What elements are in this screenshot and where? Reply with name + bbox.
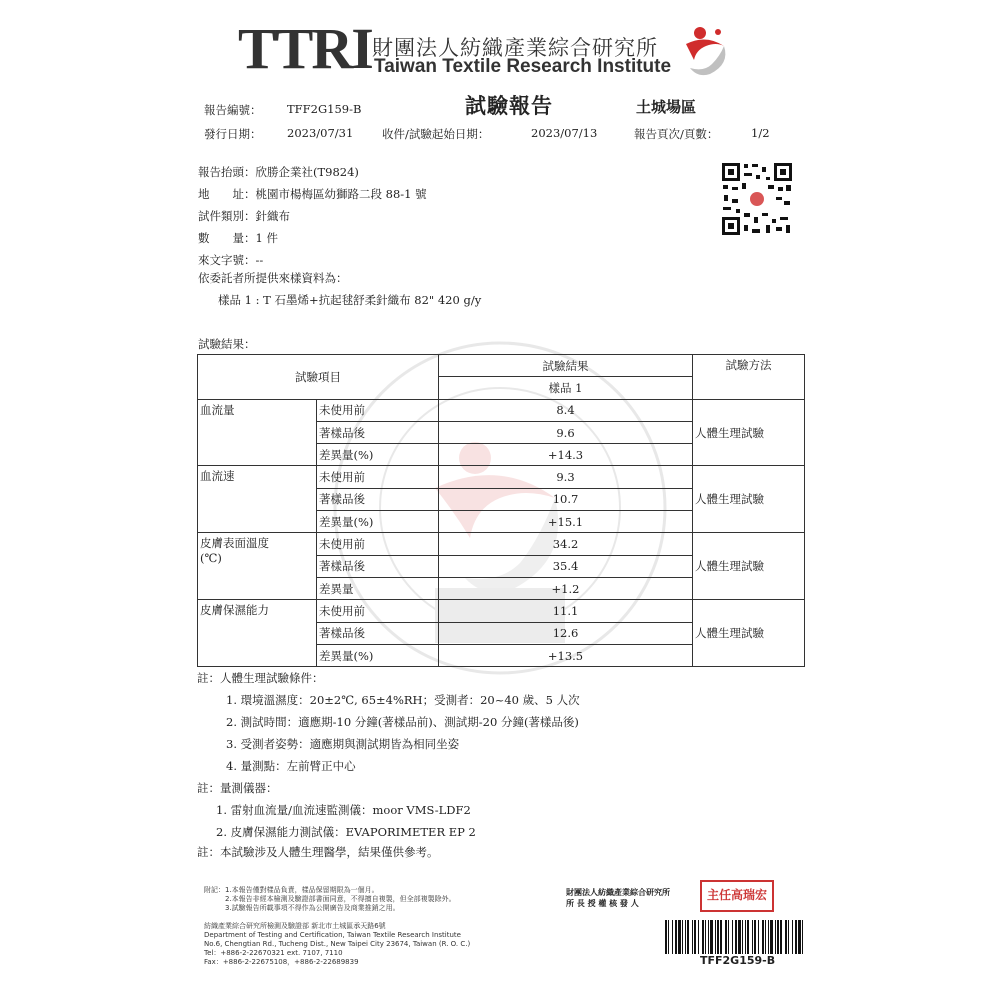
instrument-item: 2. 皮膚保濕能力測試儀：EVAPORIMETER EP 2	[216, 825, 476, 839]
results-label: 試驗結果：	[198, 337, 256, 351]
signature-stamp: 主任高瑞宏	[700, 880, 774, 912]
qr-code-icon	[720, 161, 794, 237]
row-value: 8.4	[439, 399, 693, 421]
barcode-bar	[752, 920, 753, 954]
barcode-bar	[725, 920, 727, 954]
barcode-bar	[692, 920, 693, 954]
row-label: 未使用前	[317, 533, 439, 555]
signer-role: 所 長 授 權 核 發 人	[566, 899, 639, 908]
barcode-bar	[732, 920, 733, 954]
received-date-label: 收件/試驗起始日期：	[382, 127, 490, 141]
sample-line: 樣品 1 : T 石墨烯+抗起毬舒柔針織布 82" 420 g/y	[218, 293, 482, 307]
group-name-unit: (℃)	[200, 551, 222, 566]
row-value: 34.2	[439, 533, 693, 555]
row-value: 10.7	[439, 488, 693, 510]
barcode-bar	[702, 920, 704, 954]
page-number: 1/2	[751, 126, 770, 140]
signer-org: 財團法人紡織產業綜合研究所	[566, 888, 670, 897]
header-test-item: 試驗項目	[198, 355, 439, 400]
barcode-bar	[728, 920, 729, 954]
barcode-bar	[762, 920, 764, 954]
instruments-title: 註：量測儀器：	[197, 781, 278, 795]
barcode-text: TFF2G159-B	[700, 954, 776, 967]
address-line: 地 址：桃園市楊梅區幼獅路二段 88-1 號	[198, 187, 427, 201]
footer-dept-zh: 紡織產業綜合研究所檢測及驗證部 新北市土城區承天路6號	[204, 922, 386, 930]
row-value: 11.1	[439, 600, 693, 622]
barcode-bar	[742, 920, 743, 954]
table-row	[198, 533, 805, 555]
barcode-bar	[785, 920, 787, 954]
final-note: 註：本試驗涉及人體生理醫學，結果僅供參考。	[197, 845, 439, 859]
barcode-bar	[747, 920, 749, 954]
barcode-bar	[668, 920, 669, 954]
ttri-logo-text: TTRI	[238, 16, 372, 81]
row-label: 未使用前	[317, 600, 439, 622]
barcode-icon	[665, 920, 805, 954]
barcode-bar	[672, 920, 673, 954]
group-method: 人體生理試驗	[693, 399, 805, 466]
group-method: 人體生理試驗	[693, 533, 805, 600]
barcode-bar	[708, 920, 709, 954]
barcode-bar	[788, 920, 789, 954]
barcode-bar	[775, 920, 776, 954]
footer-address-en: No.6, Chengtian Rd., Tucheng Dist., New Taipei City 23674, Taiwan (R. O. C.)	[204, 940, 471, 948]
footer-remark: 2.本報告非經本檢測及驗證部書面同意，不得擅自複製，但全部複製除外。	[204, 895, 456, 903]
barcode-bar	[792, 920, 793, 954]
row-value: +14.3	[439, 444, 693, 466]
report-number: TFF2G159-B	[287, 102, 362, 116]
row-value: +1.2	[439, 577, 693, 599]
received-date: 2023/07/13	[531, 126, 598, 140]
issue-date: 2023/07/31	[287, 126, 354, 140]
header-test-result: 試驗結果	[439, 355, 693, 377]
group-name	[198, 533, 317, 600]
client-line: 報告抬頭：欣勝企業社(T9824)	[198, 165, 359, 179]
barcode-bar	[758, 920, 759, 954]
barcode-bar	[735, 920, 737, 954]
barcode-bar	[675, 920, 677, 954]
barcode-bar	[780, 920, 782, 954]
category-line: 試件類別：針織布	[198, 209, 290, 223]
barcode-bar	[720, 920, 722, 954]
barcode-bar	[698, 920, 699, 954]
barcode-bar	[777, 920, 779, 954]
row-value: 9.3	[439, 466, 693, 488]
row-value: 35.4	[439, 555, 693, 577]
row-label: 差異量(%)	[317, 444, 439, 466]
report-number-label: 報告編號：	[204, 103, 262, 117]
footer-tel: Tel：+886-2-22670321 ext. 7107, 7110	[204, 949, 343, 957]
barcode-bar	[770, 920, 773, 954]
issue-date-label: 發行日期：	[204, 127, 262, 141]
group-method: 人體生理試驗	[693, 600, 805, 667]
org-name-zh: 財團法人紡織產業綜合研究所	[372, 36, 658, 60]
group-name: 血流速	[198, 466, 317, 533]
conditions-title: 註：人體生理試驗條件：	[197, 671, 324, 685]
barcode-bar	[765, 920, 766, 954]
row-value: +13.5	[439, 644, 693, 666]
quantity-line: 數 量：1 件	[198, 231, 278, 245]
table-row	[198, 399, 805, 421]
condition-item: 2. 測試時間：適應期-10 分鐘(著樣品前)、測試期-20 分鐘(著樣品後)	[226, 715, 579, 729]
basis-line: 依委託者所提供來樣資料為：	[198, 271, 348, 285]
condition-item: 1. 環境溫濕度：20±2℃, 65±4%RH；受測者：20~40 歲、5 人次	[226, 693, 580, 707]
row-label: 未使用前	[317, 466, 439, 488]
barcode-bar	[717, 920, 719, 954]
barcode-bar	[802, 920, 803, 954]
barcode-bar	[682, 920, 683, 954]
group-name: 血流量	[198, 399, 317, 466]
barcode-bar	[715, 920, 716, 954]
barcode-bar	[665, 920, 667, 954]
row-value: +15.1	[439, 511, 693, 533]
row-value: 9.6	[439, 421, 693, 443]
row-label: 差異量(%)	[317, 511, 439, 533]
barcode-bar	[768, 920, 769, 954]
table-row	[198, 466, 805, 488]
footer-remark: 附記：1.本報告僅對樣品負責，樣品保留期限為一個月。	[204, 886, 379, 894]
results-table	[197, 354, 805, 667]
condition-item: 4. 量測點：左前臂正中心	[226, 759, 356, 773]
row-label: 著樣品後	[317, 488, 439, 510]
row-label: 著樣品後	[317, 622, 439, 644]
row-label: 著樣品後	[317, 555, 439, 577]
barcode-bar	[687, 920, 689, 954]
condition-item: 3. 受測者姿勢：適應期與測試期皆為相同坐姿	[226, 737, 460, 751]
report-title: 試驗報告	[465, 94, 553, 118]
footer-dept-en: Department of Testing and Certification, Taiwan Textile Research Institute	[204, 931, 461, 939]
row-label: 著樣品後	[317, 421, 439, 443]
row-label: 差異量(%)	[317, 644, 439, 666]
org-name-en: Taiwan Textile Research Institute	[374, 56, 672, 77]
row-value: 12.6	[439, 622, 693, 644]
row-label: 差異量	[317, 577, 439, 599]
ttri-emblem-icon	[680, 24, 732, 78]
group-name: 皮膚保濕能力	[198, 600, 317, 667]
barcode-bar	[745, 920, 746, 954]
ref-line: 來文字號：--	[198, 253, 264, 267]
header-sample: 樣品 1	[439, 377, 693, 399]
group-name-text: 皮膚表面溫度	[200, 536, 269, 551]
row-label: 未使用前	[317, 399, 439, 421]
barcode-bar	[678, 920, 681, 954]
footer-remark: 3.試驗報告所載事項不得作為公開廣告及商業推銷之用。	[204, 904, 400, 912]
barcode-bar	[798, 920, 801, 954]
barcode-bar	[705, 920, 706, 954]
instrument-item: 1. 雷射血流量/血流速監測儀：moor VMS-LDF2	[216, 803, 471, 817]
group-method: 人體生理試驗	[693, 466, 805, 533]
barcode-bar	[710, 920, 713, 954]
table-row	[198, 600, 805, 622]
page-label: 報告頁次/頁數：	[634, 127, 719, 141]
footer-fax: Fax：+886-2-22675108，+886-2-22689839	[204, 958, 359, 966]
barcode-bar	[738, 920, 741, 954]
barcode-bar	[795, 920, 797, 954]
barcode-bar	[754, 920, 756, 954]
barcode-bar	[694, 920, 696, 954]
report-site: 土城場區	[636, 98, 697, 116]
barcode-bar	[685, 920, 686, 954]
header-test-method: 試驗方法	[693, 355, 805, 400]
